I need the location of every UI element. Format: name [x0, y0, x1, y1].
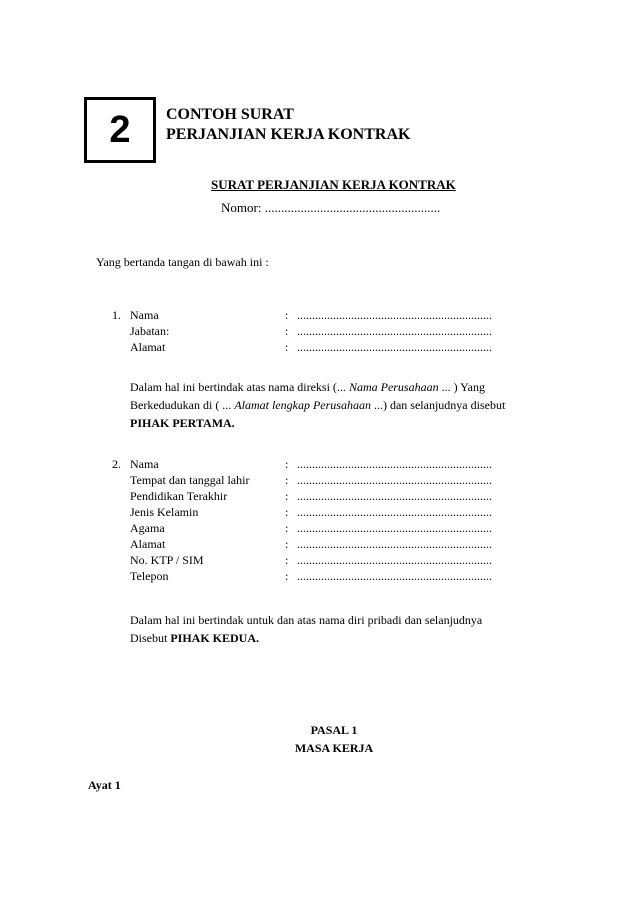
party2-paragraph [130, 611, 482, 647]
document-number: Nomor: ...................................................... [221, 200, 441, 215]
party2-value-ttl: ................................................................. [297, 473, 492, 487]
party2-label-alamat: Alamat [130, 537, 166, 551]
party2-colon-pendidikan: : [285, 489, 289, 503]
party2-colon-ttl: : [285, 473, 289, 487]
party2-colon-jenis-kelamin: : [285, 505, 289, 519]
document-title: SURAT PERJANJIAN KERJA KONTRAK [211, 177, 456, 192]
section-number-box [84, 97, 156, 163]
party1-value-alamat: ................................................................. [297, 340, 492, 354]
ayat-heading: Ayat 1 [88, 778, 121, 792]
party1-role: PIHAK PERTAMA. [130, 416, 235, 430]
party2-label-agama: Agama [130, 521, 165, 535]
party2-colon-ktp: : [285, 553, 289, 567]
party1-label-jabatan: Jabatan: [130, 324, 170, 338]
party1-number: 1. [112, 308, 121, 322]
party1-colon-nama: : [285, 308, 289, 322]
party2-colon-nama: : [285, 457, 289, 471]
party1-paragraph [130, 378, 505, 432]
party1-label-nama: Nama [130, 308, 159, 322]
party2-label-telepon: Telepon [130, 569, 169, 583]
party1-value-jabatan: ................................................................. [297, 324, 492, 338]
party1-colon-alamat: : [285, 340, 289, 354]
heading-line-2: PERJANJIAN KERJA KONTRAK [166, 126, 411, 143]
party1-label-alamat: Alamat [130, 340, 166, 354]
pasal-title: PASAL 1 [310, 723, 358, 737]
party2-label-ktp: No. KTP / SIM [130, 553, 204, 567]
party2-value-pendidikan: ................................................................. [297, 489, 492, 503]
party2-value-telepon: ................................................................. [297, 569, 492, 583]
heading-line-1: CONTOH SURAT [166, 106, 294, 123]
party2-label-nama: Nama [130, 457, 159, 471]
party2-colon-alamat: : [285, 537, 289, 551]
pasal-subtitle: MASA KERJA [294, 741, 374, 755]
party2-value-agama: ................................................................. [297, 521, 492, 535]
party2-label-jenis-kelamin: Jenis Kelamin [130, 505, 199, 519]
party2-value-ktp: ................................................................. [297, 553, 492, 567]
intro-text: Yang bertanda tangan di bawah ini : [96, 255, 269, 269]
section-number: 2 [109, 108, 131, 151]
party2-value-alamat: ................................................................. [297, 537, 492, 551]
party1-colon-jabatan: : [285, 324, 289, 338]
party1-paragraph-line-2: Berkedudukan di ( ... Alamat lengkap Perusahaan ...) dan selanjudnya disebut [130, 398, 506, 412]
party2-value-nama: ................................................................. [297, 457, 492, 471]
party1-value-nama: ................................................................. [297, 308, 492, 322]
party2-number: 2. [112, 457, 121, 471]
party2-label-pendidikan: Pendidikan Terakhir [130, 489, 228, 503]
party2-paragraph-line-1: Dalam hal ini bertindak untuk dan atas nama diri pribadi dan selanjudnya [130, 613, 483, 627]
party1-paragraph-line-1: Dalam hal ini bertindak atas nama direksi (... Nama Perusahaan ... ) Yang [130, 380, 485, 394]
party2-value-jenis-kelamin: ................................................................. [297, 505, 492, 519]
party2-paragraph-line-2: Disebut PIHAK KEDUA. [130, 631, 260, 645]
party2-colon-telepon: : [285, 569, 289, 583]
party2-label-ttl: Tempat dan tanggal lahir [130, 473, 250, 487]
party2-colon-agama: : [285, 521, 289, 535]
